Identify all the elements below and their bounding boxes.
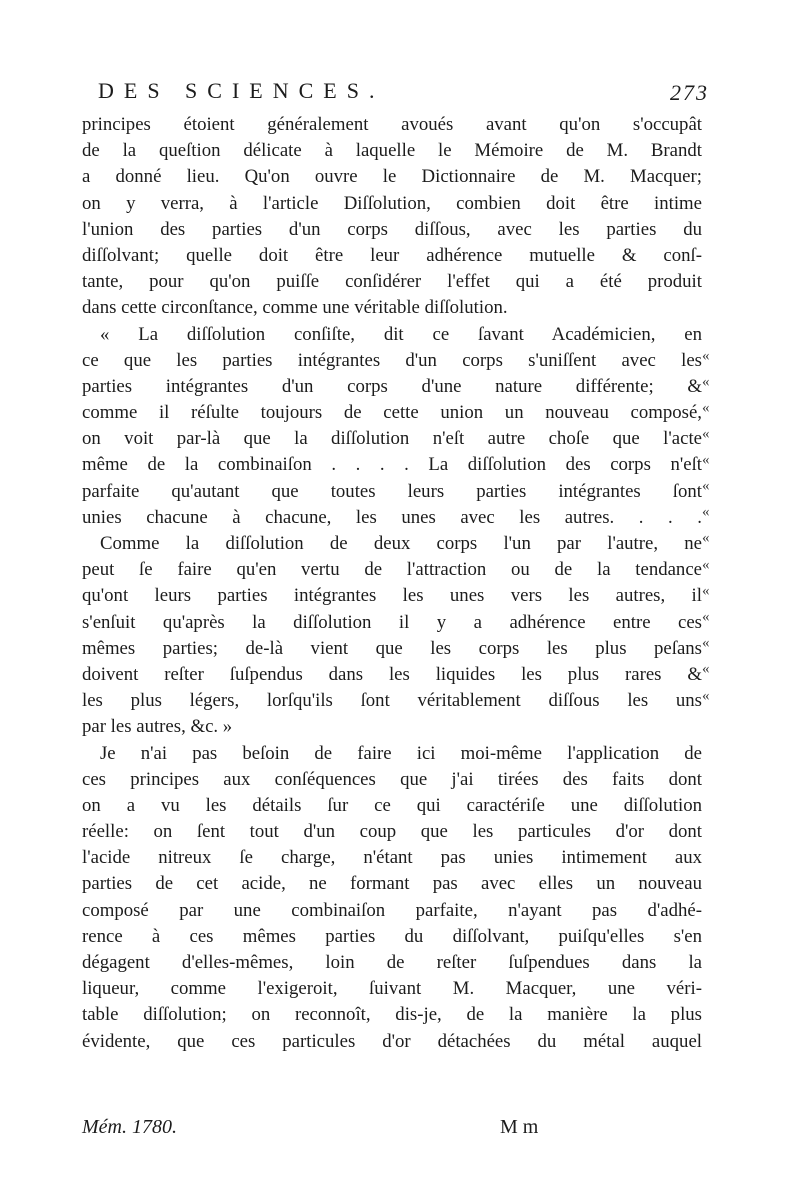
quote-mark: « (702, 426, 710, 442)
text-line: par les autres, &c. » (82, 716, 233, 738)
quote-mark: « (702, 348, 710, 364)
quote-mark: « (702, 583, 710, 599)
text-line: mêmes parties; de-là vient que les corps les plus peſans (82, 637, 702, 659)
text-line: unies chacune à chacune, les unes avec les autres. . . . (82, 506, 702, 528)
memoir-reference: Mém. 1780. (82, 1116, 177, 1138)
text-line: « La diſſolution conſiſte, dit ce ſavant Académicien, en (100, 323, 702, 345)
text-line: peut ſe faire qu'en vertu de l'attraction ou de la tendance (82, 559, 702, 581)
quote-mark: « (702, 688, 710, 704)
page-number: 273 (670, 80, 709, 105)
text-line: tante, pour qu'on puiſſe conſidérer l'effet qui a été produit (82, 271, 702, 293)
quote-mark: « (702, 661, 710, 677)
signature-mark: M m (500, 1116, 539, 1138)
quote-mark: « (702, 452, 710, 468)
text-line: Comme la diſſolution de deux corps l'un par l'autre, ne (100, 533, 702, 554)
quote-mark: « (702, 504, 710, 520)
text-line: l'acide nitreux ſe charge, n'étant pas unies intimement aux (82, 847, 702, 869)
text-line: dans cette circonſtance, comme une véritable diſſolution. (82, 297, 508, 319)
text-line: principes étoient généralement avoués avant qu'on s'occupât (82, 114, 702, 135)
page-header (0, 78, 801, 108)
text-line: parties de cet acide, ne formant pas avec elles un nouveau (82, 873, 702, 895)
text-line: parties intégrantes d'un corps d'une nature différente; & (82, 375, 702, 397)
quote-mark: « (702, 478, 710, 494)
text-line: ce que les parties intégrantes d'un corps s'uniſſent avec les (82, 349, 702, 371)
text-line: de la queſtion délicate à laquelle le Mémoire de M. Brandt (82, 140, 702, 162)
running-title: DES SCIENCES. (98, 78, 385, 103)
text-body (82, 112, 702, 1055)
text-line: parfaite qu'autant que toutes leurs parties intégrantes ſont (82, 480, 702, 502)
quote-mark: « (702, 557, 710, 573)
quote-mark: « (702, 530, 710, 546)
quote-mark: « (702, 400, 710, 416)
text-line: l'union des parties d'un corps diſſous, avec les parties du (82, 218, 702, 240)
text-line: Je n'ai pas beſoin de faire ici moi-même l'application de (100, 742, 702, 764)
text-line: rence à ces mêmes parties du diſſolvant, puiſqu'elles s'en (82, 925, 702, 947)
text-line: diſſolvant; quelle doit être leur adhérence mutuelle & conſ- (82, 244, 702, 266)
text-line: a donné lieu. Qu'on ouvre le Dictionnaire de M. Macquer; (82, 166, 702, 188)
text-line: table diſſolution; on reconnoît, dis-je, de la manière la plus (82, 1004, 702, 1026)
text-line: les plus légers, lorſqu'ils ſont véritablement diſſous les uns (82, 690, 702, 712)
text-line: dégagent d'elles-mêmes, loin de reſter ſuſpendues dans la (82, 952, 702, 973)
quote-mark: « (702, 635, 710, 651)
text-line: doivent reſter ſuſpendus dans les liquides les plus rares & (82, 663, 702, 685)
text-line: même de la combinaiſon . . . . La diſſolution des corps n'eſt (82, 454, 702, 476)
text-line: comme il réſulte toujours de cette union un nouveau composé, (82, 402, 702, 424)
text-line: liqueur, comme l'exigeroit, ſuivant M. Macquer, une véri- (82, 978, 702, 1000)
text-line: ces principes aux conſéquences que j'ai tirées des faits dont (82, 768, 702, 790)
text-line: évidente, que ces particules d'or détachées du métal auquel (82, 1030, 702, 1052)
text-line: s'enſuit qu'après la diſſolution il y a adhérence entre ces (82, 611, 702, 633)
text-line: on a vu les détails ſur ce qui caractériſe une diſſolution (82, 794, 702, 816)
quote-mark: « (702, 609, 710, 625)
text-line: réelle: on ſent tout d'un coup que les particules d'or dont (82, 821, 702, 843)
text-line: on y verra, à l'article Diſſolution, combien doit être intime (82, 192, 702, 214)
text-line: composé par une combinaiſon parfaite, n'ayant pas d'adhé- (82, 899, 702, 921)
quote-mark: « (702, 374, 710, 390)
text-line: on voit par-là que la diſſolution n'eſt autre choſe que l'acte (82, 428, 702, 450)
text-line: qu'ont leurs parties intégrantes les unes vers les autres, il (82, 585, 702, 607)
page-footer (82, 1116, 702, 1144)
